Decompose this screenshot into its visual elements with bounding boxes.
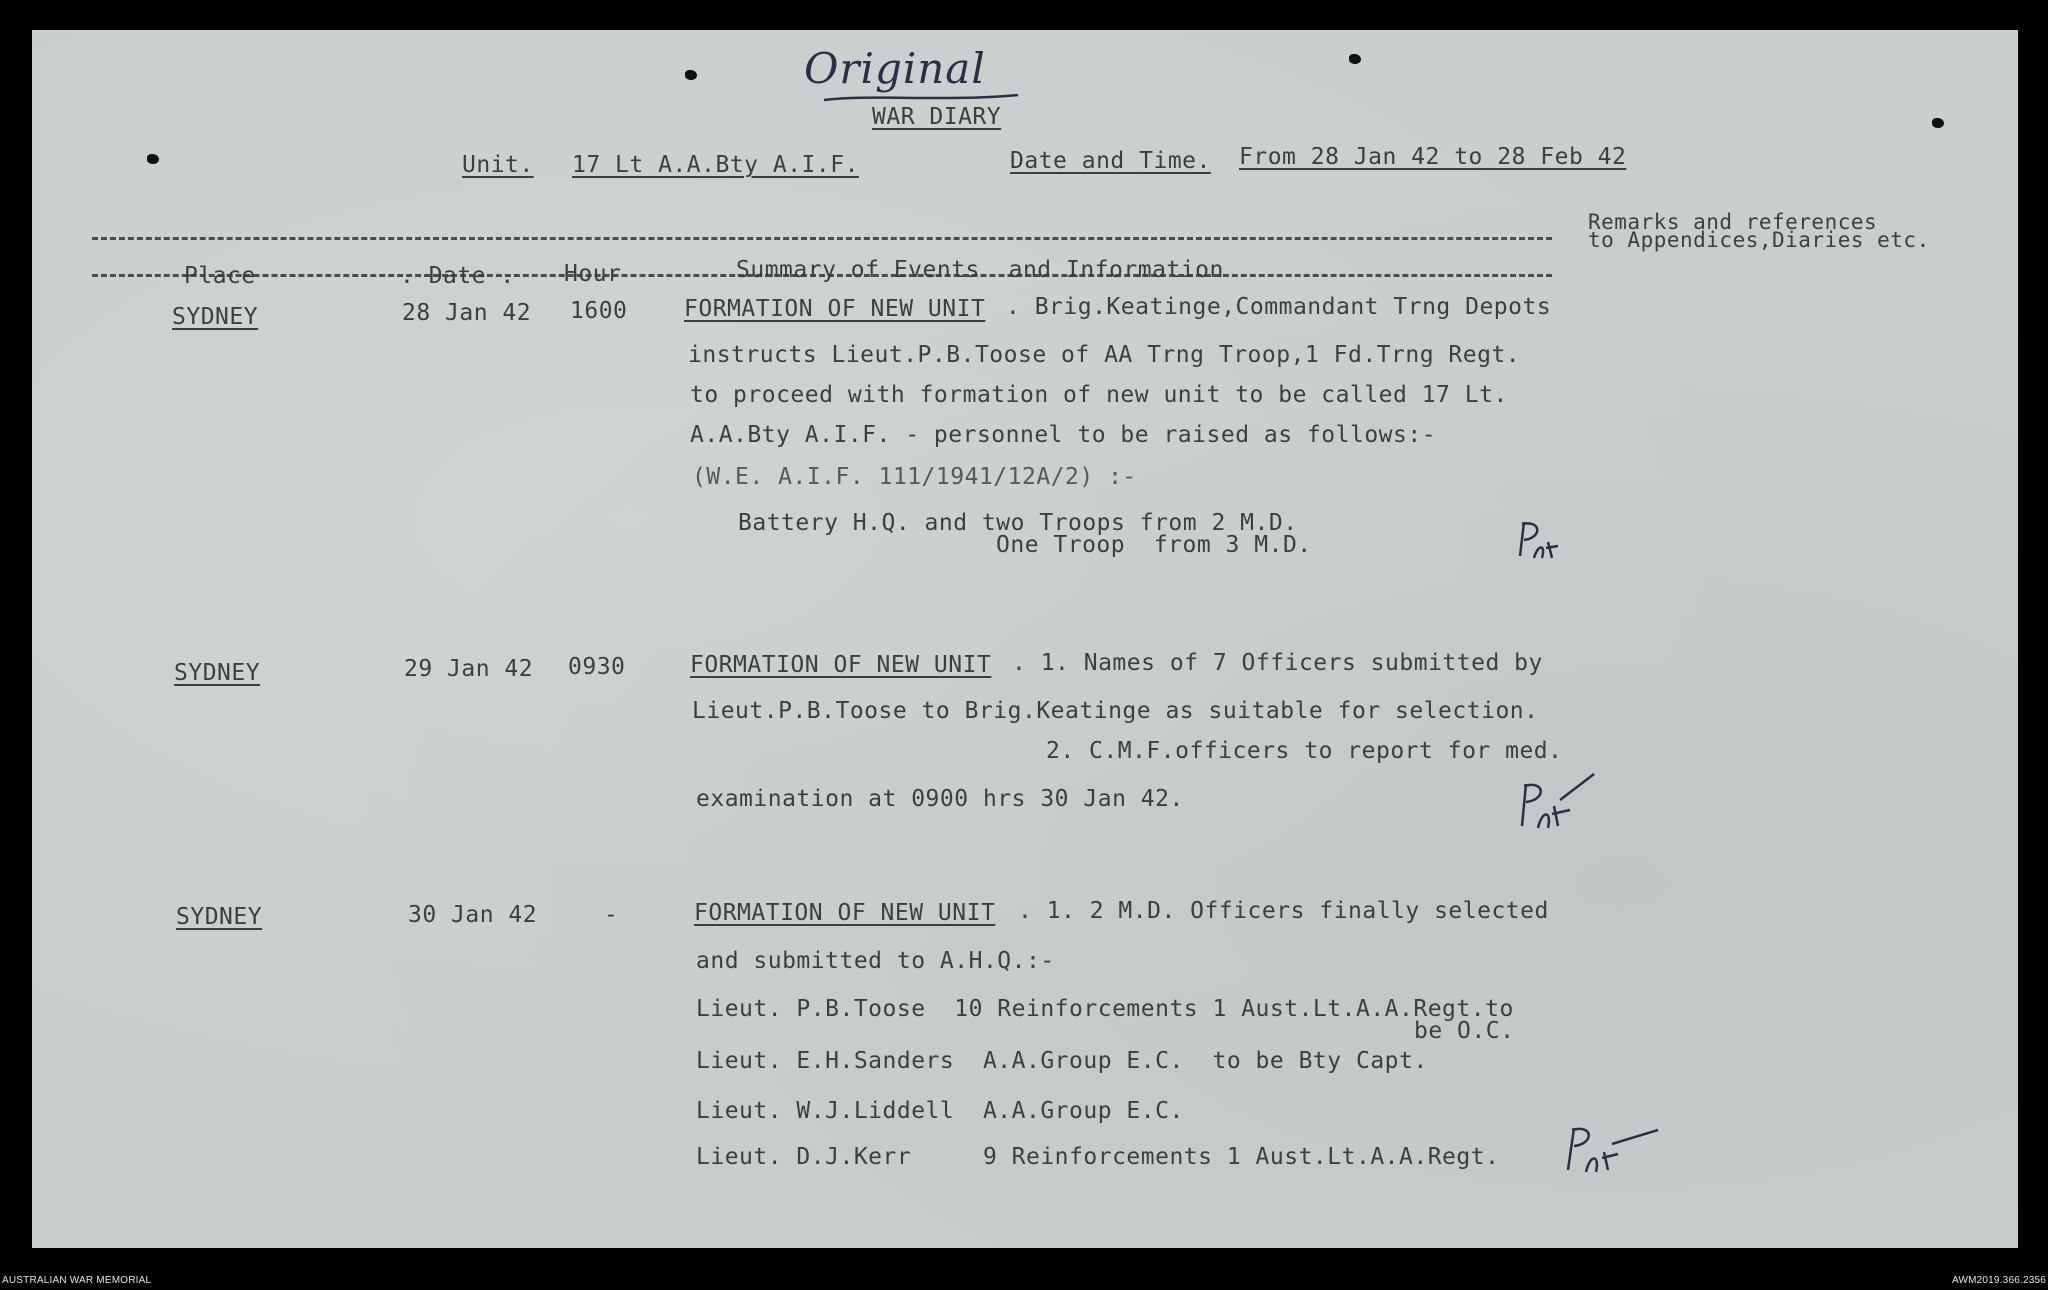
entry-line: One Troop from 3 M.D.: [996, 532, 1312, 558]
document-page: [32, 30, 2018, 1248]
entry-line: Lieut.P.B.Toose to Brig.Keatinge as suitable for selection.: [692, 698, 1539, 724]
entry-heading: FORMATION OF NEW UNIT: [684, 296, 986, 322]
column-header-date: . Date .: [400, 263, 515, 289]
entry-line: (W.E. A.I.F. 111/1941/12A/2) :-: [692, 464, 1137, 490]
entry-hour: -: [604, 902, 619, 928]
entry-heading: FORMATION OF NEW UNIT: [694, 900, 996, 926]
handwritten-underline: [822, 92, 1022, 104]
column-header-remarks: Remarks and references: [1588, 210, 1878, 234]
entry-line: . 1. Names of 7 Officers submitted by: [1012, 650, 1543, 676]
date-range: From 28 Jan 42 to 28 Feb 42: [1239, 144, 1627, 170]
entry-line: Lieut. W.J.Liddell A.A.Group E.C.: [696, 1098, 1184, 1124]
entry-line: examination at 0900 hrs 30 Jan 42.: [696, 786, 1184, 812]
footer-reference: AWM2019.366.2356: [1951, 1275, 2046, 1286]
punch-hole: [1932, 118, 1944, 128]
entry-place: SYDNEY: [176, 904, 263, 930]
entry-date: 28 Jan 42: [402, 300, 532, 326]
entry-line: . 1. 2 M.D. Officers finally selected: [1018, 898, 1549, 924]
header-rule-top: [92, 237, 1552, 240]
entry-line: and submitted to A.H.Q.:-: [696, 948, 1055, 974]
entry-date: 29 Jan 42: [404, 656, 534, 682]
entry-line: Lieut. D.J.Kerr 9 Reinforcements 1 Aust.Lt.A.A.Regt.: [696, 1144, 1500, 1170]
entry-place: SYDNEY: [172, 304, 259, 330]
entry-line: to proceed with formation of new unit to be called 17 Lt.: [690, 382, 1508, 408]
page-title: WAR DIARY: [872, 104, 1002, 130]
initials-signature: [1512, 518, 1582, 562]
entry-line: Battery H.Q. and two Troops from 2 M.D.: [738, 510, 1298, 536]
unit-label: Unit.: [462, 152, 534, 178]
column-header-summary: Summary of Events and Information: [736, 257, 1224, 283]
punch-hole: [1349, 54, 1361, 64]
entry-hour: 1600: [570, 298, 628, 324]
entry-line: be O.C.: [1414, 1018, 1515, 1044]
entry-line: Lieut. E.H.Sanders A.A.Group E.C. to be Bty Capt.: [696, 1048, 1428, 1074]
punch-hole: [147, 154, 159, 164]
date-label: Date and Time.: [1010, 148, 1211, 174]
punch-hole: [685, 70, 697, 80]
entry-line: . Brig.Keatinge,Commandant Trng Depots: [1006, 294, 1552, 320]
entry-line: A.A.Bty A.I.F. - personnel to be raised as follows:-: [690, 422, 1437, 448]
entry-heading: FORMATION OF NEW UNIT: [690, 652, 992, 678]
entry-line: Lieut. P.B.Toose 10 Reinforcements 1 Aust.Lt.A.A.Regt.to: [696, 996, 1514, 1022]
entry-date: 30 Jan 42: [408, 902, 538, 928]
entry-line: instructs Lieut.P.B.Toose of AA Trng Troop,1 Fd.Trng Regt.: [688, 342, 1521, 368]
initials-signature: [1512, 770, 1602, 830]
footer-credit: AUSTRALIAN WAR MEMORIAL: [2, 1275, 152, 1286]
initials-signature: [1562, 1120, 1662, 1174]
entry-line: 2. C.M.F.officers to report for med.: [1046, 738, 1563, 764]
column-header-remarks: to Appendices,Diaries etc.: [1588, 228, 1930, 252]
entry-hour: 0930: [568, 654, 626, 680]
unit-value: 17 Lt A.A.Bty A.I.F.: [572, 152, 859, 178]
column-header-place: Place: [184, 263, 256, 289]
entry-place: SYDNEY: [174, 660, 261, 686]
column-header-hour: Hour: [564, 261, 622, 287]
handwritten-note: Original: [804, 44, 986, 93]
